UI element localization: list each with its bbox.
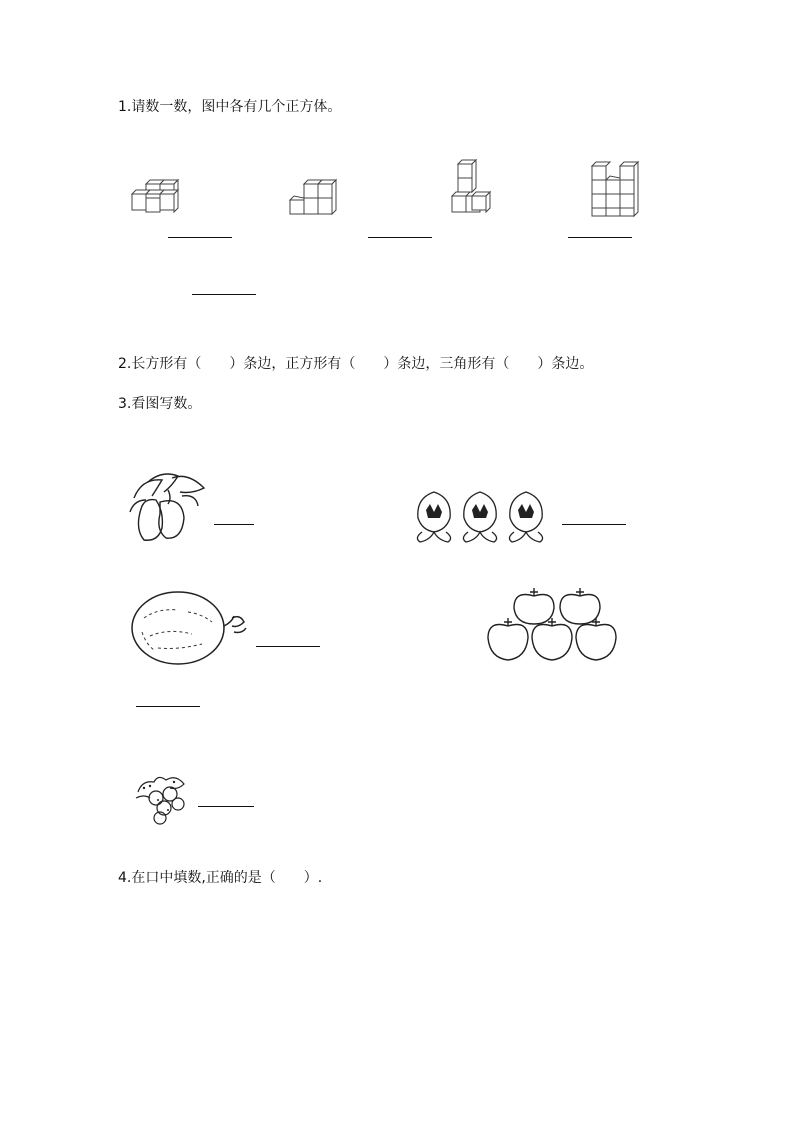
answer-blank[interactable] — [214, 524, 254, 525]
cube-group-1-figure — [128, 178, 188, 218]
cube-group-3-figure — [448, 158, 496, 218]
answer-blank[interactable] — [168, 237, 232, 238]
question-2: 2.长方形有（ ）条边，正方形有（ ）条边，三角形有（ ）条边。 — [118, 356, 594, 372]
answer-blank[interactable] — [192, 294, 256, 295]
question-4: 4.在口中填数,正确的是（ ）. — [118, 870, 323, 886]
answer-blank[interactable] — [368, 237, 432, 238]
cube-group-2-figure — [286, 176, 346, 218]
answer-blank[interactable] — [136, 706, 200, 707]
answer-blank[interactable] — [256, 646, 320, 647]
grapes-picture — [134, 770, 190, 826]
mangoes-picture — [128, 470, 210, 544]
apples-picture — [484, 586, 620, 666]
answer-blank[interactable] — [198, 806, 254, 807]
question-3: 3.看图写数。 — [118, 396, 202, 412]
melon-picture — [128, 588, 252, 668]
strawberries-picture — [412, 488, 552, 546]
question-1: 1.请数一数，图中各有几个正方体。 — [118, 99, 342, 115]
answer-blank[interactable] — [562, 524, 626, 525]
cube-group-4-figure — [588, 160, 648, 220]
answer-blank[interactable] — [568, 237, 632, 238]
